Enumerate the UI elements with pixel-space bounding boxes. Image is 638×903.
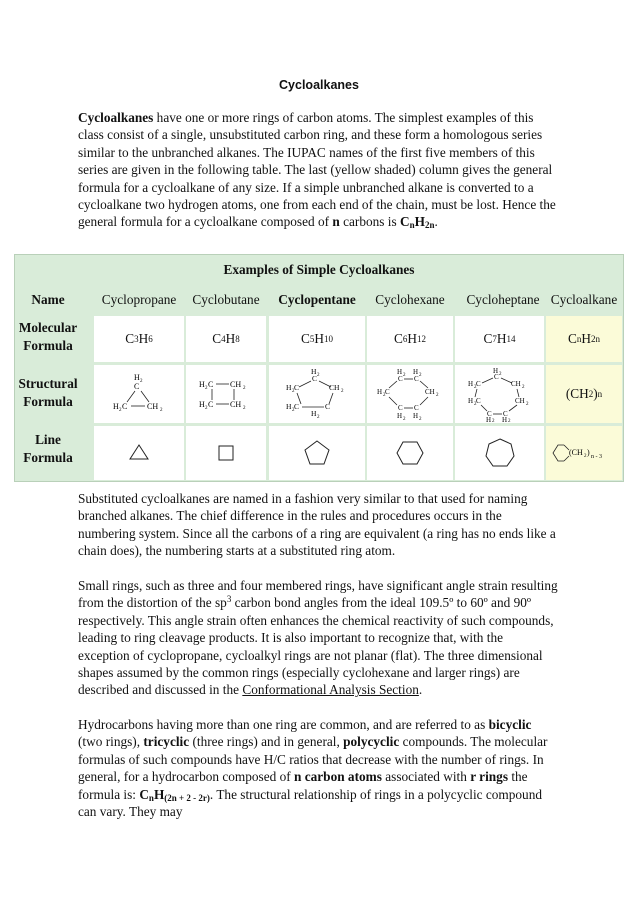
molecular-formula-cell: C 5 H 10 xyxy=(269,316,365,362)
svg-text:H: H xyxy=(199,400,205,409)
svg-text:CH: CH xyxy=(147,402,159,411)
general-structural-formula-cell: (CH 2 ) n xyxy=(546,365,622,423)
svg-text:C: C xyxy=(208,400,214,409)
svg-text:2: 2 xyxy=(473,402,476,407)
line-formula-cycloheptane xyxy=(455,426,544,480)
svg-text:2: 2 xyxy=(498,372,501,377)
header-cyclopentane: Cyclopentane xyxy=(278,292,356,307)
svg-text:H: H xyxy=(377,388,383,396)
svg-text:2: 2 xyxy=(140,379,143,384)
svg-text:2: 2 xyxy=(383,393,386,398)
cyclopentane-structure-icon xyxy=(285,366,349,422)
paragraph-polycyclic: Hydrocarbons having more than one ring are common, and are referred to as bicyclic (two rings), tricyclic (three rings) and in general, polycyclic compounds. The molecular formulas of such compounds have H/C ratios that decrease with the number of rings. In general, for a hydrocarbon composed of n carbon atoms associated with r rings the formula is: $C_nH_{(2n + 2 - 2r)}$. The structural relationship of rings in a polycyclic compound can vary. They may xyxy=(78,717,548,820)
svg-text:CH: CH xyxy=(329,383,340,392)
svg-text:2: 2 xyxy=(507,419,510,422)
svg-text:C: C xyxy=(294,402,300,411)
svg-text:): ) xyxy=(587,448,590,457)
svg-text:2: 2 xyxy=(317,415,320,420)
svg-text:2: 2 xyxy=(419,417,422,422)
svg-text:H: H xyxy=(492,367,498,375)
line-formula-cyclopentane xyxy=(269,426,365,480)
svg-text:2: 2 xyxy=(205,406,208,411)
svg-text:CH: CH xyxy=(514,397,525,405)
triangle-icon xyxy=(127,443,151,463)
svg-text:H: H xyxy=(397,412,403,420)
molecular-formula-cell: C 6 H 12 xyxy=(367,316,453,362)
svg-text:2: 2 xyxy=(205,386,208,391)
svg-text:2: 2 xyxy=(419,373,422,378)
svg-text:2: 2 xyxy=(317,373,320,378)
molecular-formula-cell: C 4 H 8 xyxy=(186,316,266,362)
svg-text:2: 2 xyxy=(521,385,524,390)
svg-text:H: H xyxy=(199,380,205,389)
svg-text:C: C xyxy=(134,382,140,391)
svg-text:CH: CH xyxy=(510,380,521,388)
svg-text:n - 3: n - 3 xyxy=(591,454,602,460)
header-cycloheptane: Cycloheptane xyxy=(466,292,540,307)
header-cyclobutane: Cyclobutane xyxy=(192,292,260,307)
line-formula-cyclohexane xyxy=(367,426,453,480)
svg-text:CH: CH xyxy=(425,388,435,396)
svg-text:(CH: (CH xyxy=(569,448,583,457)
structural-formula-cycloheptane xyxy=(455,365,544,423)
square-icon xyxy=(214,443,238,463)
heptagon-icon xyxy=(484,437,516,469)
svg-text:2: 2 xyxy=(119,408,122,413)
intro-formula: $C_nH_{2n}$ xyxy=(399,214,435,231)
general-molecular-formula-cell: C n H 2n xyxy=(546,316,622,362)
header-cycloalkane: Cycloalkane xyxy=(550,292,618,307)
intro-lead: Cycloalkanes xyxy=(78,110,154,125)
header-cyclopropane: Cyclopropane xyxy=(101,292,177,307)
svg-text:CH: CH xyxy=(230,380,242,389)
svg-text:C: C xyxy=(208,380,214,389)
row-label-line: Line Formula xyxy=(23,432,73,465)
svg-text:CH: CH xyxy=(230,400,242,409)
svg-text:H: H xyxy=(467,380,473,388)
svg-text:C: C xyxy=(294,383,300,392)
svg-text:2: 2 xyxy=(160,408,163,413)
intro-paragraph: Cycloalkanes have one or more rings of carbon atoms. The simplest examples of this class consist of a single, unsubstituted carbon ring, and these form a homologous series similar to the unbranched alkanes. The IUPAC names of the first five members of this series are given in the following table. The last (yellow shaded) column gives the general formula for a cycloalkane of any size. If a simple unbranched alkane is converted to a cycloalkane two hydrogen atoms, one from each end of the chain, must be lost. Hence the general formula for a cycloalkane composed of n carbons is $C_nH_{2n}$. xyxy=(78,110,556,231)
molecular-formula-cell: C 7 H 14 xyxy=(455,316,544,362)
polycyclic-formula: $C_nH_{(2n + 2 - 2r)}$ xyxy=(139,786,210,803)
pentagon-icon xyxy=(302,438,332,468)
svg-text:C: C xyxy=(398,375,403,383)
header-name: Name xyxy=(31,292,65,307)
svg-text:C: C xyxy=(385,388,390,396)
cyclohexane-structure-icon xyxy=(377,366,443,422)
row-label-structural: Structural Formula xyxy=(18,376,78,409)
general-ring-icon xyxy=(550,441,618,465)
svg-text:C: C xyxy=(475,397,481,405)
paragraph-small-rings: Small rings, such as three and four membered rings, have significant angle strain resulting from the distortion of the $sp^3$ carbon bond angles from the ideal 109.5º to 60º and 90º respectively. This angle strain often enhances the chemical reactivity of such compounds, leading to ring cleavage products. It is also important to recognize that, with the exception of cyclopropane, cycloalkyl rings are not planar (flat). The three dimensional shapes assumed by the common rings (especially cyclohexane and larger rings) are described and discussed in the Conformational Analysis Section. xyxy=(78,578,558,698)
svg-text:H: H xyxy=(134,373,140,382)
svg-text:H: H xyxy=(311,367,317,376)
structural-formula-cyclopropane xyxy=(94,365,184,423)
conformational-analysis-link[interactable]: Conformational Analysis Section xyxy=(242,682,419,698)
intro-n: n xyxy=(332,214,340,230)
molecular-formula-cell: C 3 H 6 xyxy=(94,316,184,362)
svg-text:H: H xyxy=(397,368,403,376)
svg-text:C: C xyxy=(475,380,481,388)
cycloalkane-table xyxy=(14,254,624,482)
svg-text:C: C xyxy=(414,375,419,383)
svg-text:2: 2 xyxy=(473,385,476,390)
svg-text:2: 2 xyxy=(403,373,406,378)
svg-text:H: H xyxy=(311,409,317,418)
svg-text:2: 2 xyxy=(341,389,344,394)
row-label-molecular: Molecular Formula xyxy=(18,320,78,353)
svg-text:2: 2 xyxy=(584,454,587,459)
svg-text:2: 2 xyxy=(525,402,528,407)
svg-text:C: C xyxy=(398,404,403,412)
svg-text:C: C xyxy=(502,410,508,418)
cyclobutane-structure-icon xyxy=(196,371,256,417)
line-formula-cyclopropane xyxy=(94,426,184,480)
svg-text:C: C xyxy=(493,373,499,381)
cyclopropane-structure-icon xyxy=(109,371,169,417)
structural-formula-cyclobutane xyxy=(186,365,266,423)
hexagon-icon xyxy=(395,438,425,468)
svg-text:H: H xyxy=(413,368,419,376)
structural-formula-cyclopentane xyxy=(269,365,365,423)
svg-text:H: H xyxy=(467,397,473,405)
svg-text:H: H xyxy=(286,383,292,392)
cycloheptane-structure-icon xyxy=(467,366,533,422)
svg-text:2: 2 xyxy=(292,408,295,413)
general-line-formula-cell xyxy=(546,426,622,480)
svg-text:2: 2 xyxy=(436,393,439,398)
svg-text:2: 2 xyxy=(403,417,406,422)
svg-text:C: C xyxy=(122,402,128,411)
header-cyclohexane: Cyclohexane xyxy=(375,292,445,307)
svg-text:2: 2 xyxy=(243,386,246,391)
svg-text:C: C xyxy=(414,404,419,412)
svg-text:2: 2 xyxy=(292,389,295,394)
intro-text2: carbons is xyxy=(339,214,400,230)
svg-text:C: C xyxy=(486,410,492,418)
svg-text:H: H xyxy=(413,412,419,420)
svg-text:C: C xyxy=(325,402,331,411)
svg-text:H: H xyxy=(113,402,119,411)
svg-text:2: 2 xyxy=(243,406,246,411)
svg-text:H: H xyxy=(501,416,507,422)
page-title: Cycloalkanes xyxy=(279,78,359,92)
svg-text:C: C xyxy=(312,374,318,383)
paragraph-substituted: Substituted cycloalkanes are named in a fashion very similar to that used for naming branched alkanes. The chief difference in the rules and procedures occurs in the numbering system. Since all the carbons of a ring are equivalent (a ring has no ends like a chain does), the numbering starts at a substituted ring atom. xyxy=(78,491,556,559)
table-title: Examples of Simple Cycloalkanes xyxy=(223,262,415,277)
intro-text: have one or more rings of carbon atoms. The simplest examples of this class consist of a single, unsubstituted carbon ring, and these form a homologous series similar to the unbranched alkanes. The IUPAC names of the first five members of this series are given in the following table. The last (yellow shaded) column gives the general formula for a cycloalkane of any size. If a simple unbranched alkane is converted to a cycloalkane two hydrogen atoms, one from each end of the chain, must be lost. Hence the general formula for a cycloalkane composed of xyxy=(78,110,556,230)
svg-text:H: H xyxy=(485,416,491,422)
line-formula-cyclobutane xyxy=(186,426,266,480)
svg-text:H: H xyxy=(286,402,292,411)
structural-formula-cyclohexane xyxy=(367,365,453,423)
svg-text:2: 2 xyxy=(491,419,494,422)
